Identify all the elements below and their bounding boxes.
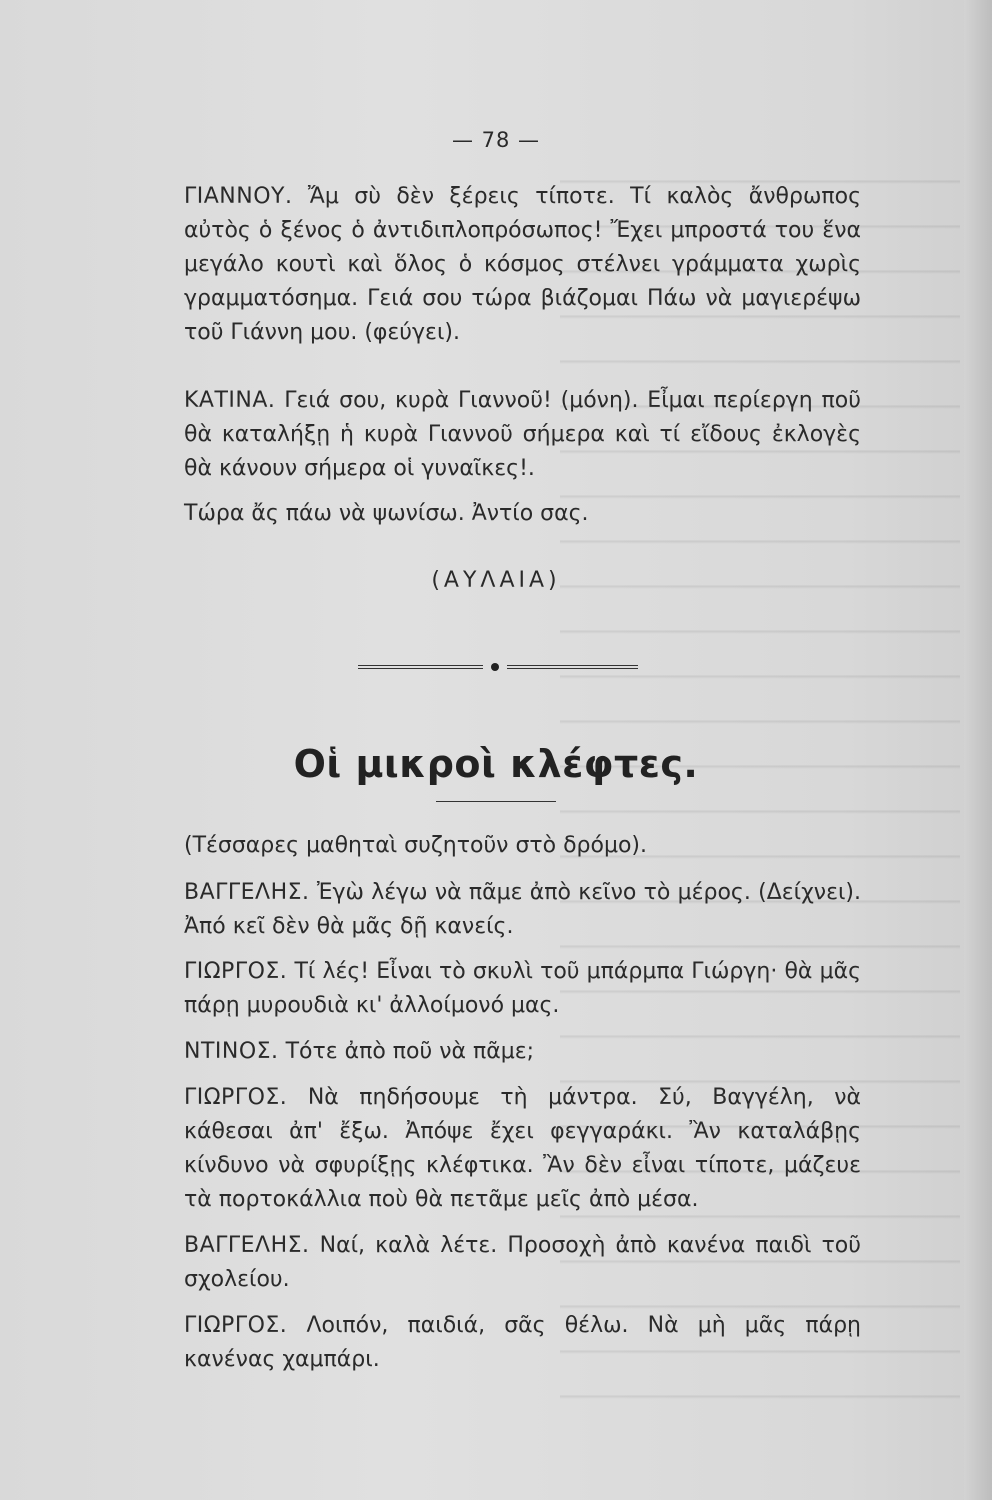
dialogue-line <box>143 497 861 531</box>
dialogue-line <box>143 1309 861 1377</box>
divider-ornament <box>491 663 499 671</box>
dialogue-text: Ναί, καλὰ λέτε. Προσοχὴ ἀπὸ κανένα παιδὶ τοῦ σχολείου. <box>184 1233 861 1292</box>
dialogue-line <box>143 1035 861 1069</box>
dialogue-line <box>143 1229 861 1297</box>
divider-line-left <box>358 665 483 666</box>
dialogue-text: Τί λές! Εἶναι τὸ σκυλὶ τοῦ μπάρμπα Γιώργη· θὰ μᾶς πάρῃ μυρουδιὰ κι' ἀλλοίμονό μας. <box>184 959 861 1018</box>
divider-line-left-2 <box>358 668 483 669</box>
curtain-note: (ΑΥΛΑΙΑ) <box>431 568 561 593</box>
dialogue-text: Ἄμ σὺ δὲν ξέρεις τίποτε. Τί καλὸς ἄνθρωπος αὐτὸς ὁ ξένος ὁ ἀντιδιπλοπρόσωπος! Ἔχει μπροστά του ἕνα μεγάλο κουτὶ καὶ ὅλος ὁ κόσμος στέλνει γράμματα χωρὶς γραμματόσημα. Γειά σου τώρα βιάζομαι Πάω νὰ μαγιερέψω τοῦ Γιάννη μου. (φεύγει). <box>184 184 862 345</box>
divider-line-right <box>507 665 638 666</box>
speaker-name: ΓΙΩΡΓΟΣ. <box>184 959 288 984</box>
divider-line-right-2 <box>507 668 638 669</box>
stage-direction <box>143 829 861 863</box>
dialogue-text: Λοιπόν, παιδιά, σᾶς θέλω. Νὰ μὴ μᾶς πάρῃ κανένας χαμπάρι. <box>184 1313 861 1372</box>
dialogue-line <box>143 384 861 486</box>
story-title: Οἱ μικροὶ κλέφτες. <box>293 742 699 786</box>
speaker-name: ΚΑΤΙΝΑ. <box>184 388 276 413</box>
speaker-name: ΓΙΑΝΝΟΥ. <box>184 184 293 209</box>
dialogue-text: Τότε ἀπὸ ποῦ νὰ πᾶμε; <box>285 1039 535 1064</box>
dialogue-text: Τώρα ἄς πάω νὰ ψωνίσω. Ἀντίο σας. <box>184 501 589 526</box>
dialogue-text: Γειά σου, κυρὰ Γιαννοῦ! (μόνη). Εἶμαι περίεργη ποῦ θὰ καταλήξῃ ἡ κυρὰ Γιαννοῦ σήμερα καὶ τί εἴδους ἐκλογὲς θὰ κάνουν σήμερα οἱ γυναῖκες!. <box>184 388 861 481</box>
speaker-name: ΓΙΩΡΓΟΣ. <box>184 1313 288 1338</box>
dialogue-text: Νὰ πηδήσουμε τὴ μάντρα. Σύ, Βαγγέλη, νὰ κάθεσαι ἀπ' ἔξω. Ἀπόψε ἔχει φεγγαράκι. Ἂν καταλάβῃς κίνδυνο νὰ σφυρίξῃς κλέφτικα. Ἂν δὲν εἶναι τίποτε, μάζευε τὰ πορτοκάλλια ποὺ θὰ πετᾶμε μεῖς ἀπὸ μέσα. <box>184 1085 862 1212</box>
section-divider <box>358 663 638 671</box>
dialogue-block-1 <box>143 180 861 531</box>
dialogue-line <box>143 955 861 1023</box>
page-number: — 78 — <box>451 128 541 152</box>
title-underline <box>436 801 556 802</box>
speaker-name: ΒΑΓΓΕΛΗΣ. <box>184 1233 310 1258</box>
dialogue-line <box>143 180 861 350</box>
dialogue-text: (Τέσσαρες μαθηταὶ συζητοῦν στὸ δρόμο). <box>184 833 648 858</box>
dialogue-text: Ἐγὼ λέγω νὰ πᾶμε ἀπὸ κεῖνο τὸ μέρος. (Δείχνει). Ἀπό κεῖ δὲν θὰ μᾶς δῇ κανείς. <box>184 880 861 939</box>
dialogue-line <box>143 1081 861 1217</box>
dialogue-line <box>143 876 861 944</box>
dialogue-block-2 <box>143 829 861 1377</box>
speaker-name: ΒΑΓΓΕΛΗΣ. <box>184 880 310 905</box>
speaker-name: ΓΙΩΡΓΟΣ. <box>184 1085 288 1110</box>
speaker-name: ΝΤΙΝΟΣ. <box>184 1039 279 1064</box>
